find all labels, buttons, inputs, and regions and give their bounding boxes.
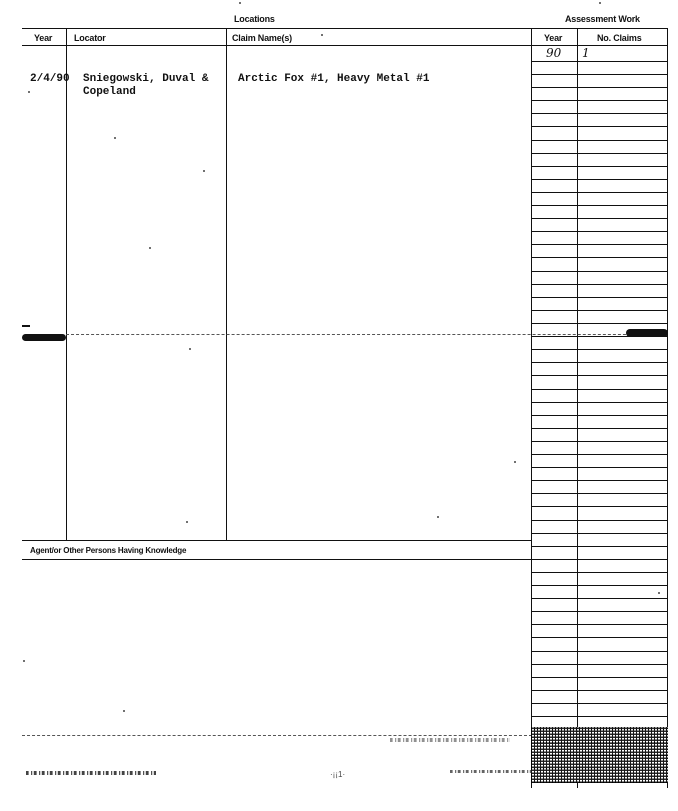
claims-assessment-divider bbox=[531, 28, 532, 788]
scan-noise-bottom-center bbox=[390, 738, 510, 742]
scan-speck bbox=[28, 91, 30, 93]
scan-speck bbox=[114, 137, 116, 139]
col-header-no-claims: No. Claims bbox=[597, 33, 642, 43]
scan-speck bbox=[123, 710, 125, 712]
assessment-grid-row-line bbox=[531, 192, 668, 193]
assessment-grid-row-line bbox=[531, 598, 668, 599]
assessment-grid-row-line bbox=[531, 310, 668, 311]
right-border bbox=[667, 28, 668, 788]
agent-label: Agent/or Other Persons Having Knowledge bbox=[30, 546, 187, 555]
assessment-grid-row-line bbox=[531, 231, 668, 232]
fold-tick-left bbox=[22, 325, 30, 327]
col-header-aw-year: Year bbox=[544, 33, 563, 43]
assessment-grid-row-line bbox=[531, 205, 668, 206]
assessment-grid-row-line bbox=[531, 113, 668, 114]
assessment-grid-row-line bbox=[531, 415, 668, 416]
scan-noise-bottom-line bbox=[450, 770, 532, 773]
entry-year: 2/4/90 bbox=[30, 73, 70, 85]
entry-claim-names: Arctic Fox #1, Heavy Metal #1 bbox=[238, 73, 430, 85]
assessment-grid-row-line bbox=[531, 323, 668, 324]
assessment-grid-row-line bbox=[531, 467, 668, 468]
scan-noise-bottom-left bbox=[26, 771, 156, 775]
assessment-grid-row-line bbox=[531, 375, 668, 376]
fold-mark-left bbox=[22, 334, 66, 341]
assessment-grid-row-line bbox=[531, 441, 668, 442]
entry-locator-line2: Copeland bbox=[83, 86, 136, 98]
assessment-grid-row-line bbox=[531, 703, 668, 704]
agent-label-rule bbox=[22, 559, 532, 560]
assessment-grid-row-line bbox=[531, 140, 668, 141]
scan-noise-bottom-right bbox=[531, 727, 668, 783]
assessment-work-title: Assessment Work bbox=[565, 14, 640, 24]
col-header-claim-names: Claim Name(s) bbox=[232, 33, 292, 43]
locations-title: Locations bbox=[234, 14, 275, 24]
scan-speck bbox=[189, 348, 191, 350]
scan-speck bbox=[599, 2, 601, 4]
assessment-grid-row-line bbox=[531, 716, 668, 717]
assessment-grid-row-line bbox=[531, 349, 668, 350]
scan-speck bbox=[149, 247, 151, 249]
assessment-grid-row-line bbox=[531, 74, 668, 75]
assessment-grid-row-line bbox=[531, 179, 668, 180]
scan-speck bbox=[437, 516, 439, 518]
col-header-locator: Locator bbox=[74, 33, 106, 43]
assessment-grid-row-line bbox=[531, 284, 668, 285]
scan-speck bbox=[514, 461, 516, 463]
scan-speck bbox=[239, 2, 241, 4]
header-bottom-rule bbox=[22, 45, 668, 46]
assessment-year-handwritten: 90 bbox=[546, 46, 562, 60]
assessment-grid-row-line bbox=[531, 585, 668, 586]
assessment-grid-row-line bbox=[531, 218, 668, 219]
fold-mark-right bbox=[626, 329, 668, 337]
assessment-grid-row-line bbox=[531, 624, 668, 625]
assessment-grid-row-line bbox=[531, 166, 668, 167]
assessment-grid-row-line bbox=[531, 664, 668, 665]
assessment-count-handwritten: 1 bbox=[582, 46, 590, 60]
assessment-grid-row-line bbox=[531, 493, 668, 494]
assessment-grid-row-line bbox=[531, 402, 668, 403]
scan-scribble-footer: ·¡¡1· bbox=[330, 770, 346, 779]
assessment-grid-row-line bbox=[531, 480, 668, 481]
assessment-grid-row-line bbox=[531, 533, 668, 534]
assessment-grid-row-line bbox=[531, 506, 668, 507]
assessment-grid-row-line bbox=[531, 153, 668, 154]
fold-line-bottom bbox=[22, 735, 532, 736]
entry-locator-line1: Sniegowski, Duval & bbox=[83, 73, 209, 85]
assessment-grid-row-line bbox=[531, 257, 668, 258]
assessment-grid-row-line bbox=[531, 100, 668, 101]
assessment-grid-row-line bbox=[531, 546, 668, 547]
assessment-grid-row-line bbox=[531, 559, 668, 560]
scan-speck bbox=[23, 660, 25, 662]
scan-speck bbox=[321, 34, 323, 36]
assessment-grid-row-line bbox=[531, 362, 668, 363]
assessment-grid-row-line bbox=[531, 61, 668, 62]
assessment-grid-row-line bbox=[531, 389, 668, 390]
locations-bottom-rule bbox=[22, 540, 532, 541]
assessment-grid-row-line bbox=[531, 297, 668, 298]
assessment-grid-row-line bbox=[531, 454, 668, 455]
assessment-grid-row-line bbox=[531, 651, 668, 652]
aw-year-claims-divider bbox=[577, 28, 578, 788]
assessment-grid-row-line bbox=[531, 428, 668, 429]
locator-claims-divider bbox=[226, 28, 227, 540]
header-top-rule bbox=[22, 28, 668, 29]
year-locator-divider bbox=[66, 28, 67, 540]
scan-speck bbox=[658, 592, 660, 594]
col-header-year: Year bbox=[34, 33, 53, 43]
assessment-grid-row-line bbox=[531, 271, 668, 272]
assessment-grid-row-line bbox=[531, 690, 668, 691]
scan-speck bbox=[203, 170, 205, 172]
assessment-grid-row-line bbox=[531, 637, 668, 638]
assessment-grid-row-line bbox=[531, 677, 668, 678]
assessment-grid-row-line bbox=[531, 126, 668, 127]
scan-speck bbox=[186, 521, 188, 523]
assessment-grid-row-line bbox=[531, 611, 668, 612]
assessment-grid-row-line bbox=[531, 520, 668, 521]
assessment-grid-row-line bbox=[531, 572, 668, 573]
fold-line-mid bbox=[66, 334, 646, 335]
assessment-grid-row-line bbox=[531, 244, 668, 245]
assessment-grid-row-line bbox=[531, 87, 668, 88]
